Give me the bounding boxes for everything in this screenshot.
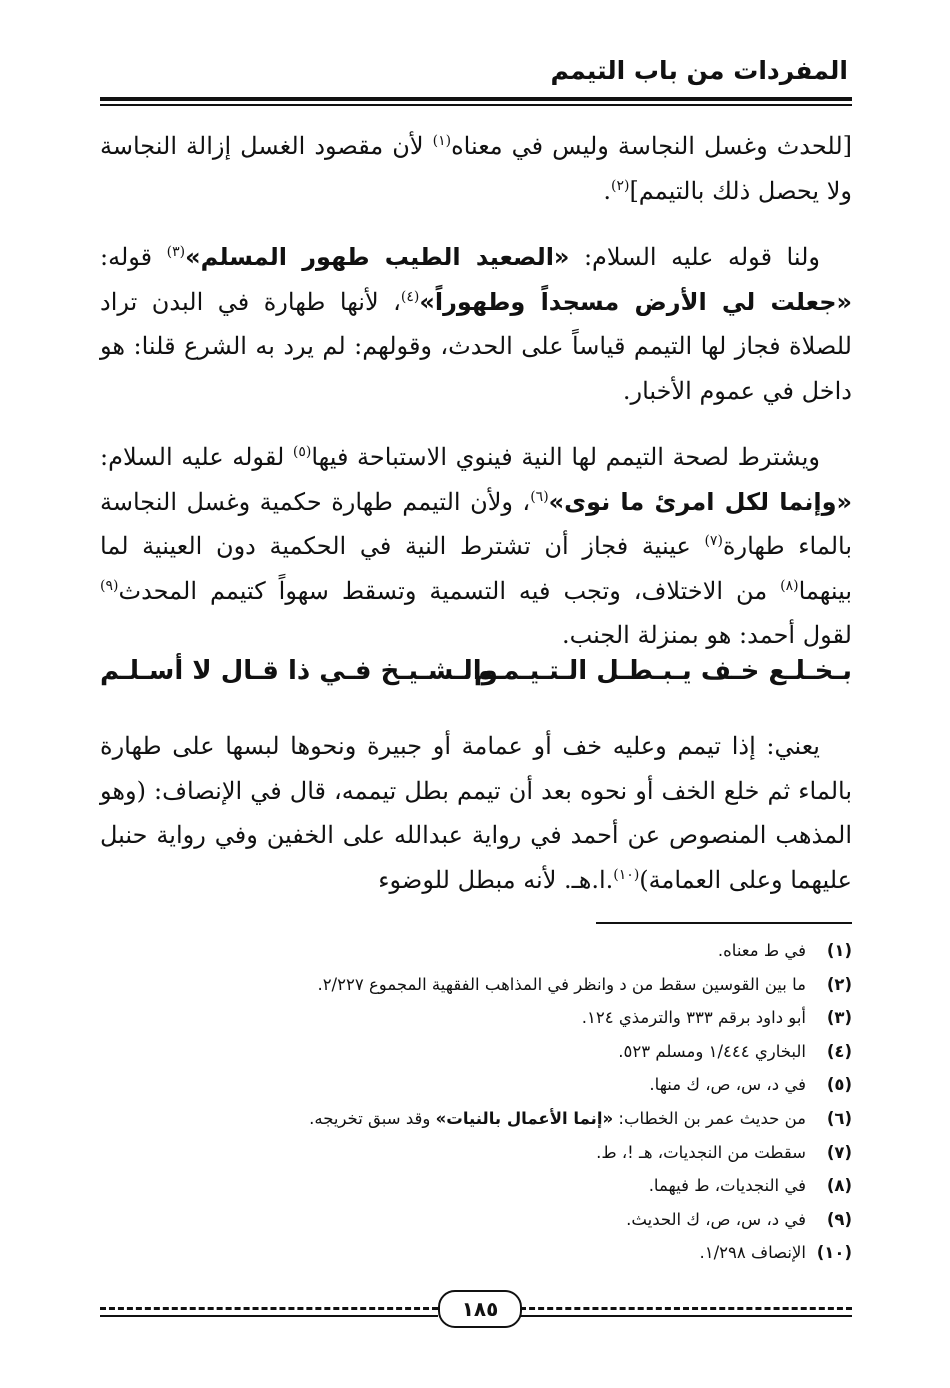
footnote-number: (١٠) <box>816 1243 852 1263</box>
footnote-ref: (٢) <box>610 177 630 194</box>
footnote-text: سقطت من النجديات، هـ !، ط. <box>596 1142 806 1162</box>
hadith-quote: «الصعيد الطيب طهور المسلم» <box>185 243 570 271</box>
main-text-lower <box>100 724 852 902</box>
footer-dashed-rule-right <box>520 1307 852 1310</box>
footnote-number: (٩) <box>826 1209 852 1229</box>
footnote-text: أبو داود برقم ٣٣٣ والترمذي ١٢٤. <box>581 1008 806 1028</box>
footnote-number: (٦) <box>826 1108 852 1128</box>
paragraph-1 <box>100 124 852 213</box>
footnote-number: (٨) <box>826 1176 852 1196</box>
footnote-ref: (٨) <box>780 577 799 594</box>
footnote-item <box>100 968 852 1002</box>
footnote-text: في د، س، ص، ك منها. <box>649 1075 806 1095</box>
footnote-ref: (٣) <box>166 244 186 260</box>
footnote-text: في ط معناه. <box>717 941 806 960</box>
text-run: .ا.هـ. لأنه مبطل للوضوء <box>378 865 614 894</box>
verse-hemistich-1: بـخـلـع خـف يـبـطـل الـتـيـمـم <box>473 656 852 686</box>
footnote-item <box>100 1203 852 1237</box>
footnote-ref: (٩) <box>100 577 119 594</box>
footnote-item <box>100 1236 852 1270</box>
paragraph-4 <box>100 724 852 902</box>
text-run: ، ولأن التيمم طهارة حكمية وغسل النجاسة بالماء طهارة <box>100 487 852 560</box>
footnote-text: ما بين القوسين سقط من د وانظر في المذاهب الفقهية المجموع ٢/٢٢٧. <box>317 974 806 994</box>
footnote-item <box>100 1068 852 1102</box>
page-number: ١٨٥ <box>438 1290 522 1328</box>
text-run: . <box>603 176 611 205</box>
page-footer <box>100 1290 852 1330</box>
footnote-number: (٢) <box>826 974 852 994</box>
footnote-separator <box>596 922 852 924</box>
footnote-item <box>100 1102 852 1136</box>
text-run: لأن مقصود الغسل إزالة النجاسة ولا يحصل ذلك بالتيمم] <box>100 132 852 205</box>
footnote-number: (٧) <box>826 1142 852 1162</box>
footnote-item <box>100 1136 852 1170</box>
footnote-ref: (١٠) <box>613 866 640 883</box>
header-rule-thick <box>100 97 852 101</box>
text-run: [للحدث وغسل النجاسة وليس في معناه <box>451 132 852 160</box>
footnote-text: البخاري ١/٤٤٤ ومسلم ٥٢٣. <box>618 1041 806 1061</box>
footnote-text: في النجديات، ط فيهما. <box>648 1176 806 1196</box>
footnote-ref: (١) <box>432 133 452 149</box>
text-run: ولنا قوله عليه السلام: <box>569 243 821 271</box>
footnote-text: من حديث عمر بن الخطاب: <box>613 1108 806 1128</box>
main-text-upper <box>100 124 852 658</box>
poem-verse <box>100 656 852 702</box>
footnote-ref: (٥) <box>292 444 312 460</box>
text-run: قوله: <box>100 243 167 271</box>
footnote-number: (٣) <box>826 1008 852 1028</box>
paragraph-3 <box>100 435 852 658</box>
footnote-number: (٥) <box>826 1075 852 1095</box>
running-header-title: المفردات من باب التيمم <box>550 56 848 85</box>
footnote-hadith-quote: «إنما الأعمال بالنيات» <box>435 1108 614 1128</box>
text-run: عينية فجاز أن تشترط النية في الحكمية دون العينية لما بينهما <box>100 532 852 605</box>
text-run: لقول أحمد: هو بمنزلة الجنب. <box>561 621 852 649</box>
verse-hemistich-2: والـشـيـخ فـي ذا قـال لا أسـلـم <box>100 656 498 686</box>
footnotes <box>100 934 852 1270</box>
footer-dashed-rule-left <box>100 1307 438 1310</box>
footnote-item <box>100 1001 852 1035</box>
footnote-ref: (٧) <box>704 533 723 549</box>
hadith-quote: «جعلت لي الأرض مسجداً وطهوراً» <box>419 287 853 316</box>
footnote-text: في د، س، ص، ك الحديث. <box>626 1209 806 1229</box>
text-run: يعني: إذا تيمم وعليه خف أو عمامة أو جبيرة ونحوها لبسها على طهارة بالماء ثم خلع الخف أو نحوه بعد أن تيمم بطل تيممه، قال في الإنصاف: (وهو المذهب المنصوص عن أحمد في رواية عبدالله على الخفين وفي رواية حنبل عليهما وعلى العمامة) <box>100 732 852 894</box>
footnote-ref: (٦) <box>530 488 549 505</box>
footer-rule-left <box>100 1315 438 1317</box>
footnote-number: (١) <box>826 941 852 960</box>
footer-rule-right <box>520 1315 852 1317</box>
footnote-number: (٤) <box>826 1041 852 1061</box>
text-run: لقوله عليه السلام: <box>100 443 293 471</box>
footnote-item <box>100 934 852 968</box>
footnote-text: وقد سبق تخريجه. <box>309 1108 436 1128</box>
text-run: ، لأنها طهارة في البدن تراد للصلاة فجاز لها التيمم قياساً على الحدث، وقولهم: لم يرد به الشرع قلنا: هو داخل في عموم الأخبار. <box>100 287 852 405</box>
header-rule-thin <box>100 104 852 106</box>
footnote-item <box>100 1035 852 1069</box>
text-run: ويشترط لصحة التيمم لها النية فينوي الاستباحة فيها <box>311 443 820 471</box>
hadith-quote: «وإنما لكل امرئ ما نوى» <box>548 487 853 516</box>
paragraph-2 <box>100 235 852 413</box>
footnote-text: الإنصاف ١/٢٩٨. <box>699 1243 806 1263</box>
footnote-ref: (٤) <box>400 288 420 305</box>
footnote-item <box>100 1169 852 1203</box>
text-run: من الاختلاف، وتجب فيه التسمية وتسقط سهواً كتيمم المحدث <box>118 576 781 605</box>
